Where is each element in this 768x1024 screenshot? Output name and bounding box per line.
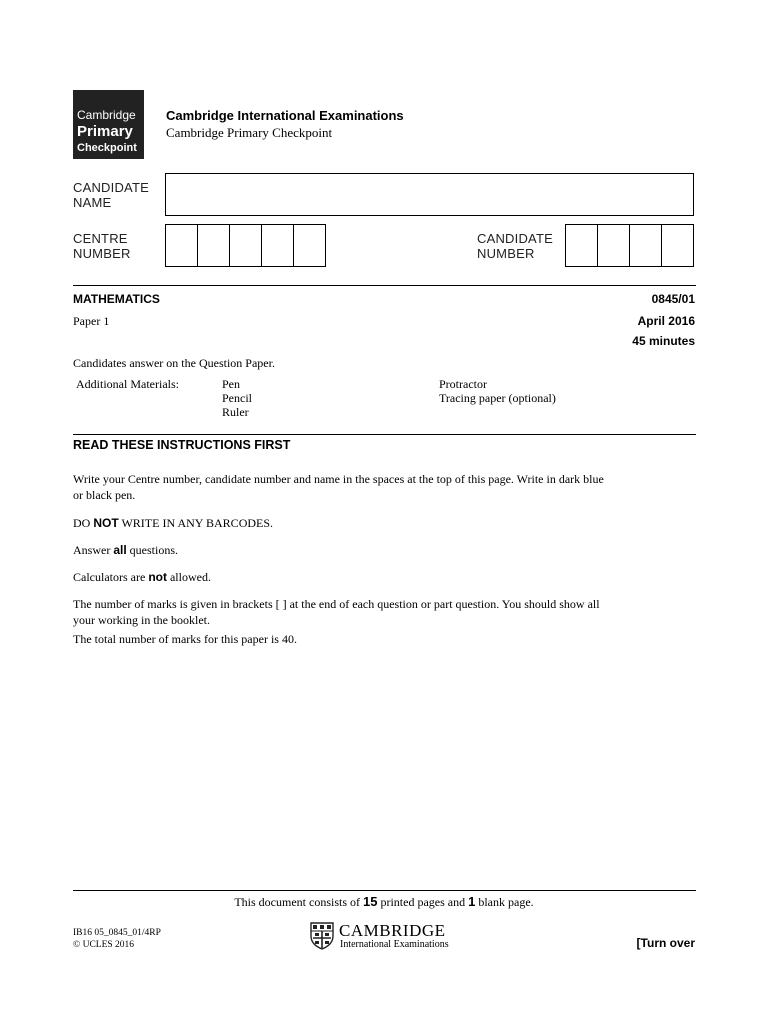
material-item: Pencil	[222, 391, 252, 405]
material-item: Pen	[222, 377, 240, 391]
centre-number-digit-box[interactable]	[197, 224, 230, 267]
candidate-number-label-line1: CANDIDATE	[477, 231, 553, 246]
subject-title: MATHEMATICS	[73, 292, 160, 306]
material-item: Protractor	[439, 377, 487, 391]
instruction-text: Answer	[73, 543, 114, 557]
instruction-write-details: Write your Centre number, candidate number and name in the spaces at the top of this page. Write in dark blue or black pen.	[73, 472, 604, 502]
instruction-answer-all	[73, 542, 608, 558]
candidate-name-label-line2: NAME	[73, 195, 112, 210]
programme-subtitle: Cambridge Primary Checkpoint	[166, 125, 333, 140]
copyright-notice: © UCLES 2016	[73, 940, 135, 950]
footer-text: This document consists of	[234, 895, 363, 909]
candidate-number-boxes	[565, 224, 694, 267]
candidate-number-digit-box[interactable]	[597, 224, 630, 267]
instruction-total-marks: The total number of marks for this paper is 40.	[73, 632, 297, 646]
printed-pages-count: 15	[363, 894, 378, 909]
centre-number-label-line2: NUMBER	[73, 246, 131, 261]
document-reference: IB16 05_0845_01/4RP	[73, 928, 161, 938]
candidate-number-label-line2: NUMBER	[477, 246, 535, 261]
candidate-number-digit-box[interactable]	[629, 224, 662, 267]
footer-text: blank page.	[475, 895, 534, 909]
paper-number: Paper 1	[73, 314, 110, 328]
exam-duration: 45 minutes	[632, 334, 695, 348]
exam-date: April 2016	[637, 314, 695, 328]
candidate-name-box[interactable]	[165, 173, 694, 216]
instructions-heading: READ THESE INSTRUCTIONS FIRST	[73, 438, 291, 452]
cambridge-wordmark: CAMBRIDGE	[339, 921, 446, 940]
instruction-emphasis: all	[113, 543, 127, 557]
exam-board-title: Cambridge International Examinations	[166, 108, 404, 123]
answer-on-note: Candidates answer on the Question Paper.	[73, 356, 275, 370]
logo-line-2: Primary	[77, 123, 133, 140]
page-count-note	[0, 894, 768, 910]
centre-number-digit-box[interactable]	[165, 224, 198, 267]
instruction-text: questions.	[126, 543, 179, 557]
logo-line-1: Cambridge	[77, 108, 136, 122]
instruction-emphasis: NOT	[93, 516, 119, 530]
footer-text: printed pages and	[377, 895, 469, 909]
divider-footer	[73, 890, 696, 891]
cambridge-crest-icon	[310, 922, 334, 950]
centre-number-digit-box[interactable]	[229, 224, 262, 267]
additional-materials-label: Additional Materials:	[76, 377, 179, 391]
centre-number-label	[73, 231, 131, 261]
logo-line-3: Checkpoint	[77, 142, 137, 154]
material-item: Ruler	[222, 405, 249, 419]
instruction-marks: The number of marks is given in brackets [ ] at the end of each question or part question. You should show all your working in the booklet.	[73, 597, 600, 627]
paper-code: 0845/01	[651, 292, 695, 306]
instruction-barcodes	[73, 515, 608, 531]
cambridge-wordmark-subtitle: International Examinations	[340, 939, 449, 950]
divider-instructions	[73, 434, 696, 435]
instruction-text: Calculators are	[73, 570, 149, 584]
materials-column-2	[439, 377, 556, 405]
turn-over-note: [Turn over	[636, 936, 695, 950]
candidate-number-label	[477, 231, 553, 261]
centre-number-label-line1: CENTRE	[73, 231, 128, 246]
divider-top	[73, 285, 696, 286]
centre-number-digit-box[interactable]	[261, 224, 294, 267]
instruction-text: WRITE IN ANY BARCODES.	[118, 516, 274, 530]
instruction-text: DO	[73, 516, 94, 530]
candidate-name-label	[73, 180, 149, 210]
candidate-number-digit-box[interactable]	[661, 224, 694, 267]
centre-number-boxes	[165, 224, 326, 267]
instruction-calculators	[73, 569, 608, 585]
centre-number-digit-box[interactable]	[293, 224, 326, 267]
candidate-name-label-line1: CANDIDATE	[73, 180, 149, 195]
candidate-number-digit-box[interactable]	[565, 224, 598, 267]
instruction-text: allowed.	[166, 570, 211, 584]
instruction-emphasis: not	[148, 570, 167, 584]
material-item: Tracing paper (optional)	[439, 391, 556, 405]
blank-pages-count: 1	[468, 894, 476, 909]
cambridge-primary-checkpoint-logo	[73, 90, 144, 159]
materials-column-1	[222, 377, 252, 419]
